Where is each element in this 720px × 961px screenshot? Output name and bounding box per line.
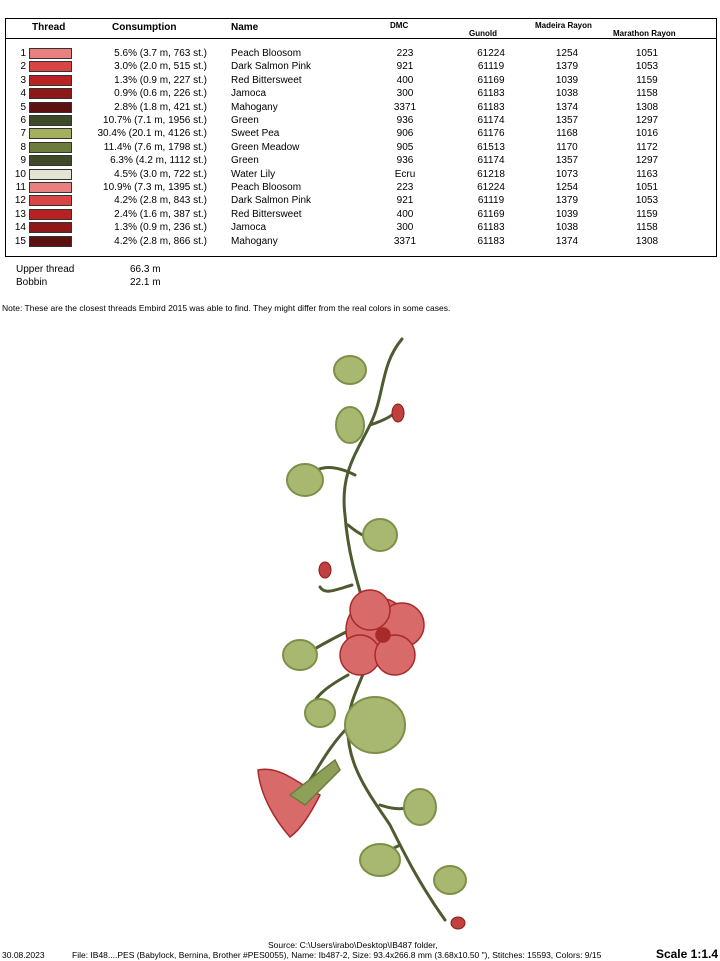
madeira-cell: 1038: [555, 88, 579, 100]
consumption-cell: 11.4% (7.6 m, 1798 st.): [103, 141, 207, 153]
bobbin-value: 22.1 m: [130, 277, 161, 288]
marathon-cell: 1163: [636, 168, 658, 180]
upper-thread-value: 66.3 m: [130, 264, 161, 275]
leaf: [434, 866, 466, 894]
gunold-cell: 61183: [477, 101, 505, 113]
dmc-cell: 936: [396, 115, 414, 126]
name-cell: Peach Bloosom: [231, 48, 302, 59]
madeira-cell: 1170: [556, 141, 578, 153]
bud: [451, 917, 465, 929]
table-row: [0, 101, 720, 114]
dmc-cell: 300: [396, 222, 414, 234]
thread-number: 3: [20, 74, 26, 86]
gunold-cell: 61119: [477, 195, 505, 207]
thread-number: 11: [15, 182, 26, 193]
madeira-cell: 1039: [555, 74, 579, 86]
marathon-cell: 1297: [635, 115, 659, 126]
thread-number: 4: [20, 88, 26, 100]
name-cell: Jamoca: [231, 222, 267, 234]
thread-swatch: [29, 195, 72, 206]
marathon-cell: 1016: [635, 128, 659, 140]
thread-swatch: [29, 155, 72, 166]
leaf: [360, 844, 400, 876]
thread-number: 9: [20, 155, 26, 167]
marathon-cell: 1308: [635, 235, 659, 247]
dmc-cell: 223: [396, 182, 414, 193]
name-cell: Green Meadow: [231, 141, 300, 153]
dmc-cell: 3371: [393, 101, 417, 113]
madeira-cell: 1168: [556, 128, 578, 140]
name-cell: Dark Salmon Pink: [231, 61, 312, 73]
bobbin-label: Bobbin: [16, 277, 48, 288]
gunold-cell: 61218: [477, 168, 505, 180]
thread-number: 1: [20, 48, 26, 59]
dmc-cell: 905: [396, 141, 414, 153]
header-madeira: Madeira Rayon: [535, 21, 592, 30]
footer-source: Source: C:\Users\irabo\Desktop\IB487 folder,: [268, 940, 438, 950]
thread-number: 7: [20, 128, 26, 140]
thread-number: 10: [14, 168, 26, 180]
gunold-cell: 61176: [477, 128, 505, 140]
dmc-cell: 921: [396, 61, 414, 73]
name-cell: Jamoca: [231, 88, 267, 100]
table-row: [0, 154, 720, 167]
consumption-cell: 4.5% (3.0 m, 722 st.): [114, 168, 207, 180]
table-row: [0, 168, 720, 181]
thread-number: 13: [14, 208, 26, 220]
leaf: [283, 640, 317, 670]
gunold-cell: 61174: [477, 155, 505, 167]
consumption-cell: 4.2% (2.8 m, 843 st.): [114, 195, 207, 207]
madeira-cell: 1379: [555, 61, 579, 73]
table-row: [0, 181, 720, 194]
table-row: [0, 208, 720, 221]
bud: [392, 404, 404, 422]
dmc-cell: 223: [396, 48, 414, 59]
name-cell: Red Bittersweet: [231, 74, 302, 86]
note-text: Note: These are the closest threads Embird 2015 was able to find. They might differ from the real colors in some cases.: [2, 303, 451, 313]
madeira-cell: 1073: [555, 168, 579, 180]
consumption-cell: 0.9% (0.6 m, 226 st.): [114, 88, 207, 100]
gunold-cell: 61183: [477, 88, 505, 100]
bud: [319, 562, 331, 578]
thread-swatch: [29, 61, 72, 72]
name-cell: Green: [231, 115, 259, 126]
gunold-cell: 61169: [477, 208, 505, 220]
thread-swatch: [29, 222, 72, 233]
dmc-cell: 906: [396, 128, 414, 140]
dmc-cell: Ecru: [394, 168, 416, 180]
consumption-cell: 30.4% (20.1 m, 4126 st.): [97, 128, 207, 140]
marathon-cell: 1308: [635, 101, 659, 113]
madeira-cell: 1379: [555, 195, 579, 207]
gunold-cell: 61169: [477, 74, 505, 86]
madeira-cell: 1039: [555, 208, 579, 220]
table-row: [0, 127, 720, 140]
madeira-cell: 1374: [555, 101, 579, 113]
madeira-cell: 1357: [555, 155, 579, 167]
leaf: [336, 407, 364, 443]
dmc-cell: 921: [396, 195, 414, 207]
marathon-cell: 1051: [635, 182, 659, 193]
table-row: [0, 221, 720, 234]
consumption-cell: 2.8% (1.8 m, 421 st.): [114, 101, 207, 113]
footer-file-info: File: IB48....PES (Babylock, Bernina, Brother #PES0055), Name: Ib487-2, Size: 93.4x266.8 mm (3.68x10.50 "), Stitches: 15593, Colors: 9/15: [72, 950, 602, 960]
dmc-cell: 300: [396, 88, 414, 100]
consumption-cell: 5.6% (3.7 m, 763 st.): [114, 48, 207, 59]
thread-swatch: [29, 48, 72, 59]
leaf: [287, 464, 323, 496]
gunold-cell: 61183: [477, 222, 505, 234]
thread-swatch: [29, 115, 72, 126]
thread-swatch: [29, 209, 72, 220]
marathon-cell: 1297: [635, 155, 659, 167]
header-consumption: Consumption: [112, 22, 177, 33]
thread-swatch: [29, 182, 72, 193]
leaf: [404, 789, 436, 825]
header-bottom-rule: [5, 38, 717, 39]
name-cell: Mahogany: [231, 235, 278, 247]
scale-label: Scale 1:1.4: [655, 947, 718, 961]
thread-swatch: [29, 102, 72, 113]
main-flower: [340, 590, 424, 675]
thread-number: 8: [20, 141, 26, 153]
dmc-cell: 400: [396, 74, 414, 86]
table-divider-right: [716, 18, 717, 256]
dmc-cell: 3371: [393, 235, 417, 247]
thread-swatch: [29, 88, 72, 99]
thread-number: 14: [14, 222, 26, 234]
table-row: [0, 194, 720, 207]
consumption-cell: 6.3% (4.2 m, 1112 st.): [110, 155, 207, 167]
name-cell: Peach Bloosom: [231, 182, 302, 193]
upper-thread-label: Upper thread: [16, 264, 75, 275]
table-row: [0, 74, 720, 87]
consumption-cell: 1.3% (0.9 m, 227 st.): [114, 74, 207, 86]
table-row: [0, 60, 720, 73]
leaf: [334, 356, 366, 384]
marathon-cell: 1159: [636, 74, 658, 86]
name-cell: Dark Salmon Pink: [231, 195, 312, 207]
embroidery-preview: [230, 325, 480, 937]
marathon-cell: 1172: [636, 141, 658, 153]
table-row: [0, 141, 720, 154]
madeira-cell: 1254: [555, 48, 579, 59]
table-row: [0, 47, 720, 60]
header-top-rule: [5, 18, 717, 19]
table-bottom-rule: [5, 256, 717, 257]
madeira-cell: 1254: [555, 182, 579, 193]
table-row: [0, 235, 720, 248]
name-cell: Red Bittersweet: [231, 208, 302, 220]
thread-number: 12: [14, 195, 26, 207]
name-cell: Water Lily: [231, 168, 276, 180]
gunold-cell: 61224: [477, 48, 505, 59]
consumption-cell: 1.3% (0.9 m, 236 st.): [114, 222, 207, 234]
thread-swatch: [29, 169, 72, 180]
gunold-cell: 61119: [477, 61, 505, 73]
leaf: [363, 519, 397, 551]
header-gunold: Gunold: [469, 29, 497, 38]
gunold-cell: 61224: [477, 182, 505, 193]
thread-number: 6: [20, 115, 26, 126]
marathon-cell: 1159: [636, 208, 658, 220]
marathon-cell: 1158: [636, 222, 658, 234]
header-marathon: Marathon Rayon: [613, 29, 676, 38]
thread-swatch: [29, 236, 72, 247]
consumption-cell: 3.0% (2.0 m, 515 st.): [114, 61, 207, 73]
madeira-cell: 1357: [555, 115, 579, 126]
madeira-cell: 1374: [555, 235, 579, 247]
consumption-cell: 10.7% (7.1 m, 1956 st.): [103, 115, 207, 126]
marathon-cell: 1051: [635, 48, 659, 59]
dmc-cell: 936: [396, 155, 414, 167]
table-row: [0, 114, 720, 127]
thread-swatch: [29, 142, 72, 153]
gunold-cell: 61513: [477, 141, 505, 153]
thread-swatch: [29, 128, 72, 139]
thread-number: 5: [20, 101, 26, 113]
leaf: [305, 699, 335, 727]
header-dmc: DMC: [390, 21, 409, 30]
name-cell: Sweet Pea: [231, 128, 280, 140]
thread-number: 15: [14, 235, 26, 247]
trumpet-flower: [258, 760, 340, 837]
table-row: [0, 87, 720, 100]
gunold-cell: 61174: [477, 115, 505, 126]
consumption-cell: 10.9% (7.3 m, 1395 st.): [103, 182, 207, 193]
thread-swatch: [29, 75, 72, 86]
marathon-cell: 1053: [635, 195, 659, 207]
consumption-cell: 4.2% (2.8 m, 866 st.): [114, 235, 207, 247]
name-cell: Green: [231, 155, 259, 167]
dmc-cell: 400: [396, 208, 414, 220]
consumption-cell: 2.4% (1.6 m, 387 st.): [114, 208, 207, 220]
name-cell: Mahogany: [231, 101, 278, 113]
marathon-cell: 1158: [636, 88, 658, 100]
gunold-cell: 61183: [477, 235, 505, 247]
table-divider-left: [5, 18, 6, 256]
thread-number: 2: [20, 61, 26, 73]
madeira-cell: 1038: [555, 222, 579, 234]
footer-date: 30.08.2023: [2, 950, 45, 960]
header-name: Name: [231, 22, 259, 33]
header-thread: Thread: [32, 22, 66, 33]
leaf: [345, 697, 405, 753]
marathon-cell: 1053: [635, 61, 659, 73]
